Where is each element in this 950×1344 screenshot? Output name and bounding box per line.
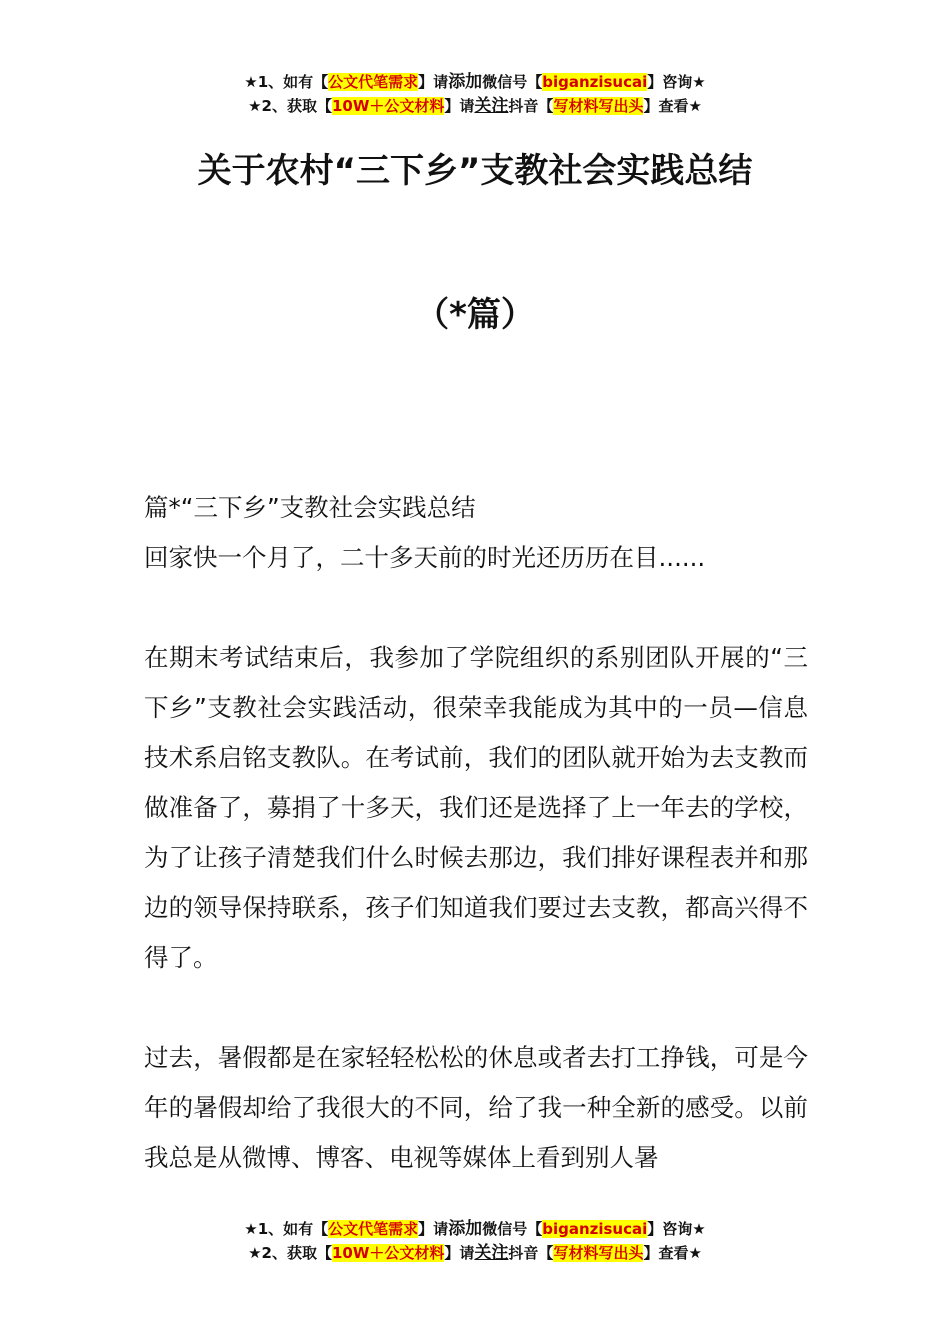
star-icon: ★ (244, 73, 258, 91)
promo-line-2: ★2、获取【10W＋公文材料】请关注抖音【写材料写出头】查看★ (248, 96, 702, 116)
promo-wechat-id: biganzisucai (542, 73, 648, 91)
section-heading: 篇*“三下乡”支教社会实践总结 (144, 493, 476, 522)
promo-line-1: ★1、如有【公文代笔需求】请添加微信号【biganzisucai】咨询★ (244, 1219, 706, 1239)
document-title: 关于农村“三下乡”支教社会实践总结 (197, 151, 753, 191)
promo-highlight-service: 公文代笔需求 (328, 73, 419, 91)
paragraph: 回家快一个月了，二十多天前的时光还历历在目...... (144, 543, 706, 572)
paragraph: 过去，暑假都是在家轻轻松松的休息或者去打工挣钱，可是今年的暑假却给了我很大的不同，给了我一种全新的感受。以前我总是从微博、博客、电视等媒体上看到别人暑 (144, 1043, 808, 1172)
promo-header (0, 70, 950, 118)
promo-footer (0, 1217, 950, 1265)
paragraph: 在期末考试结束后，我参加了学院组织的系别团队开展的“三下乡”支教社会实践活动，很荣幸我能成为其中的一员—信息技术系启铭支教队。在考试前，我们的团队就开始为去支教而做准备了，募捐了十多天，我们还是选择了上一年去的学校，为了让孩子清楚我们什么时候去那边，我们排好课程表并和那边的领导保持联系，孩子们知道我们要过去支教，都高兴得不得了。 (144, 643, 808, 972)
promo-line-1: ★1、如有【公文代笔需求】请添加微信号【biganzisucai】咨询★ (244, 72, 706, 92)
document-subtitle: （*篇） (415, 295, 535, 335)
promo-highlight-materials: 10W＋公文材料 (331, 97, 445, 115)
document-body (144, 483, 808, 1183)
promo-highlight-service: 公文代笔需求 (328, 1220, 419, 1238)
star-icon: ★ (248, 1244, 262, 1262)
promo-wechat-id: biganzisucai (542, 1220, 648, 1238)
promo-highlight-materials: 10W＋公文材料 (331, 1244, 445, 1262)
promo-douyin-id: 写材料写出头 (553, 97, 644, 115)
star-icon: ★ (248, 97, 262, 115)
promo-douyin-id: 写材料写出头 (553, 1244, 644, 1262)
promo-line-2: ★2、获取【10W＋公文材料】请关注抖音【写材料写出头】查看★ (248, 1243, 702, 1263)
star-icon: ★ (244, 1220, 258, 1238)
